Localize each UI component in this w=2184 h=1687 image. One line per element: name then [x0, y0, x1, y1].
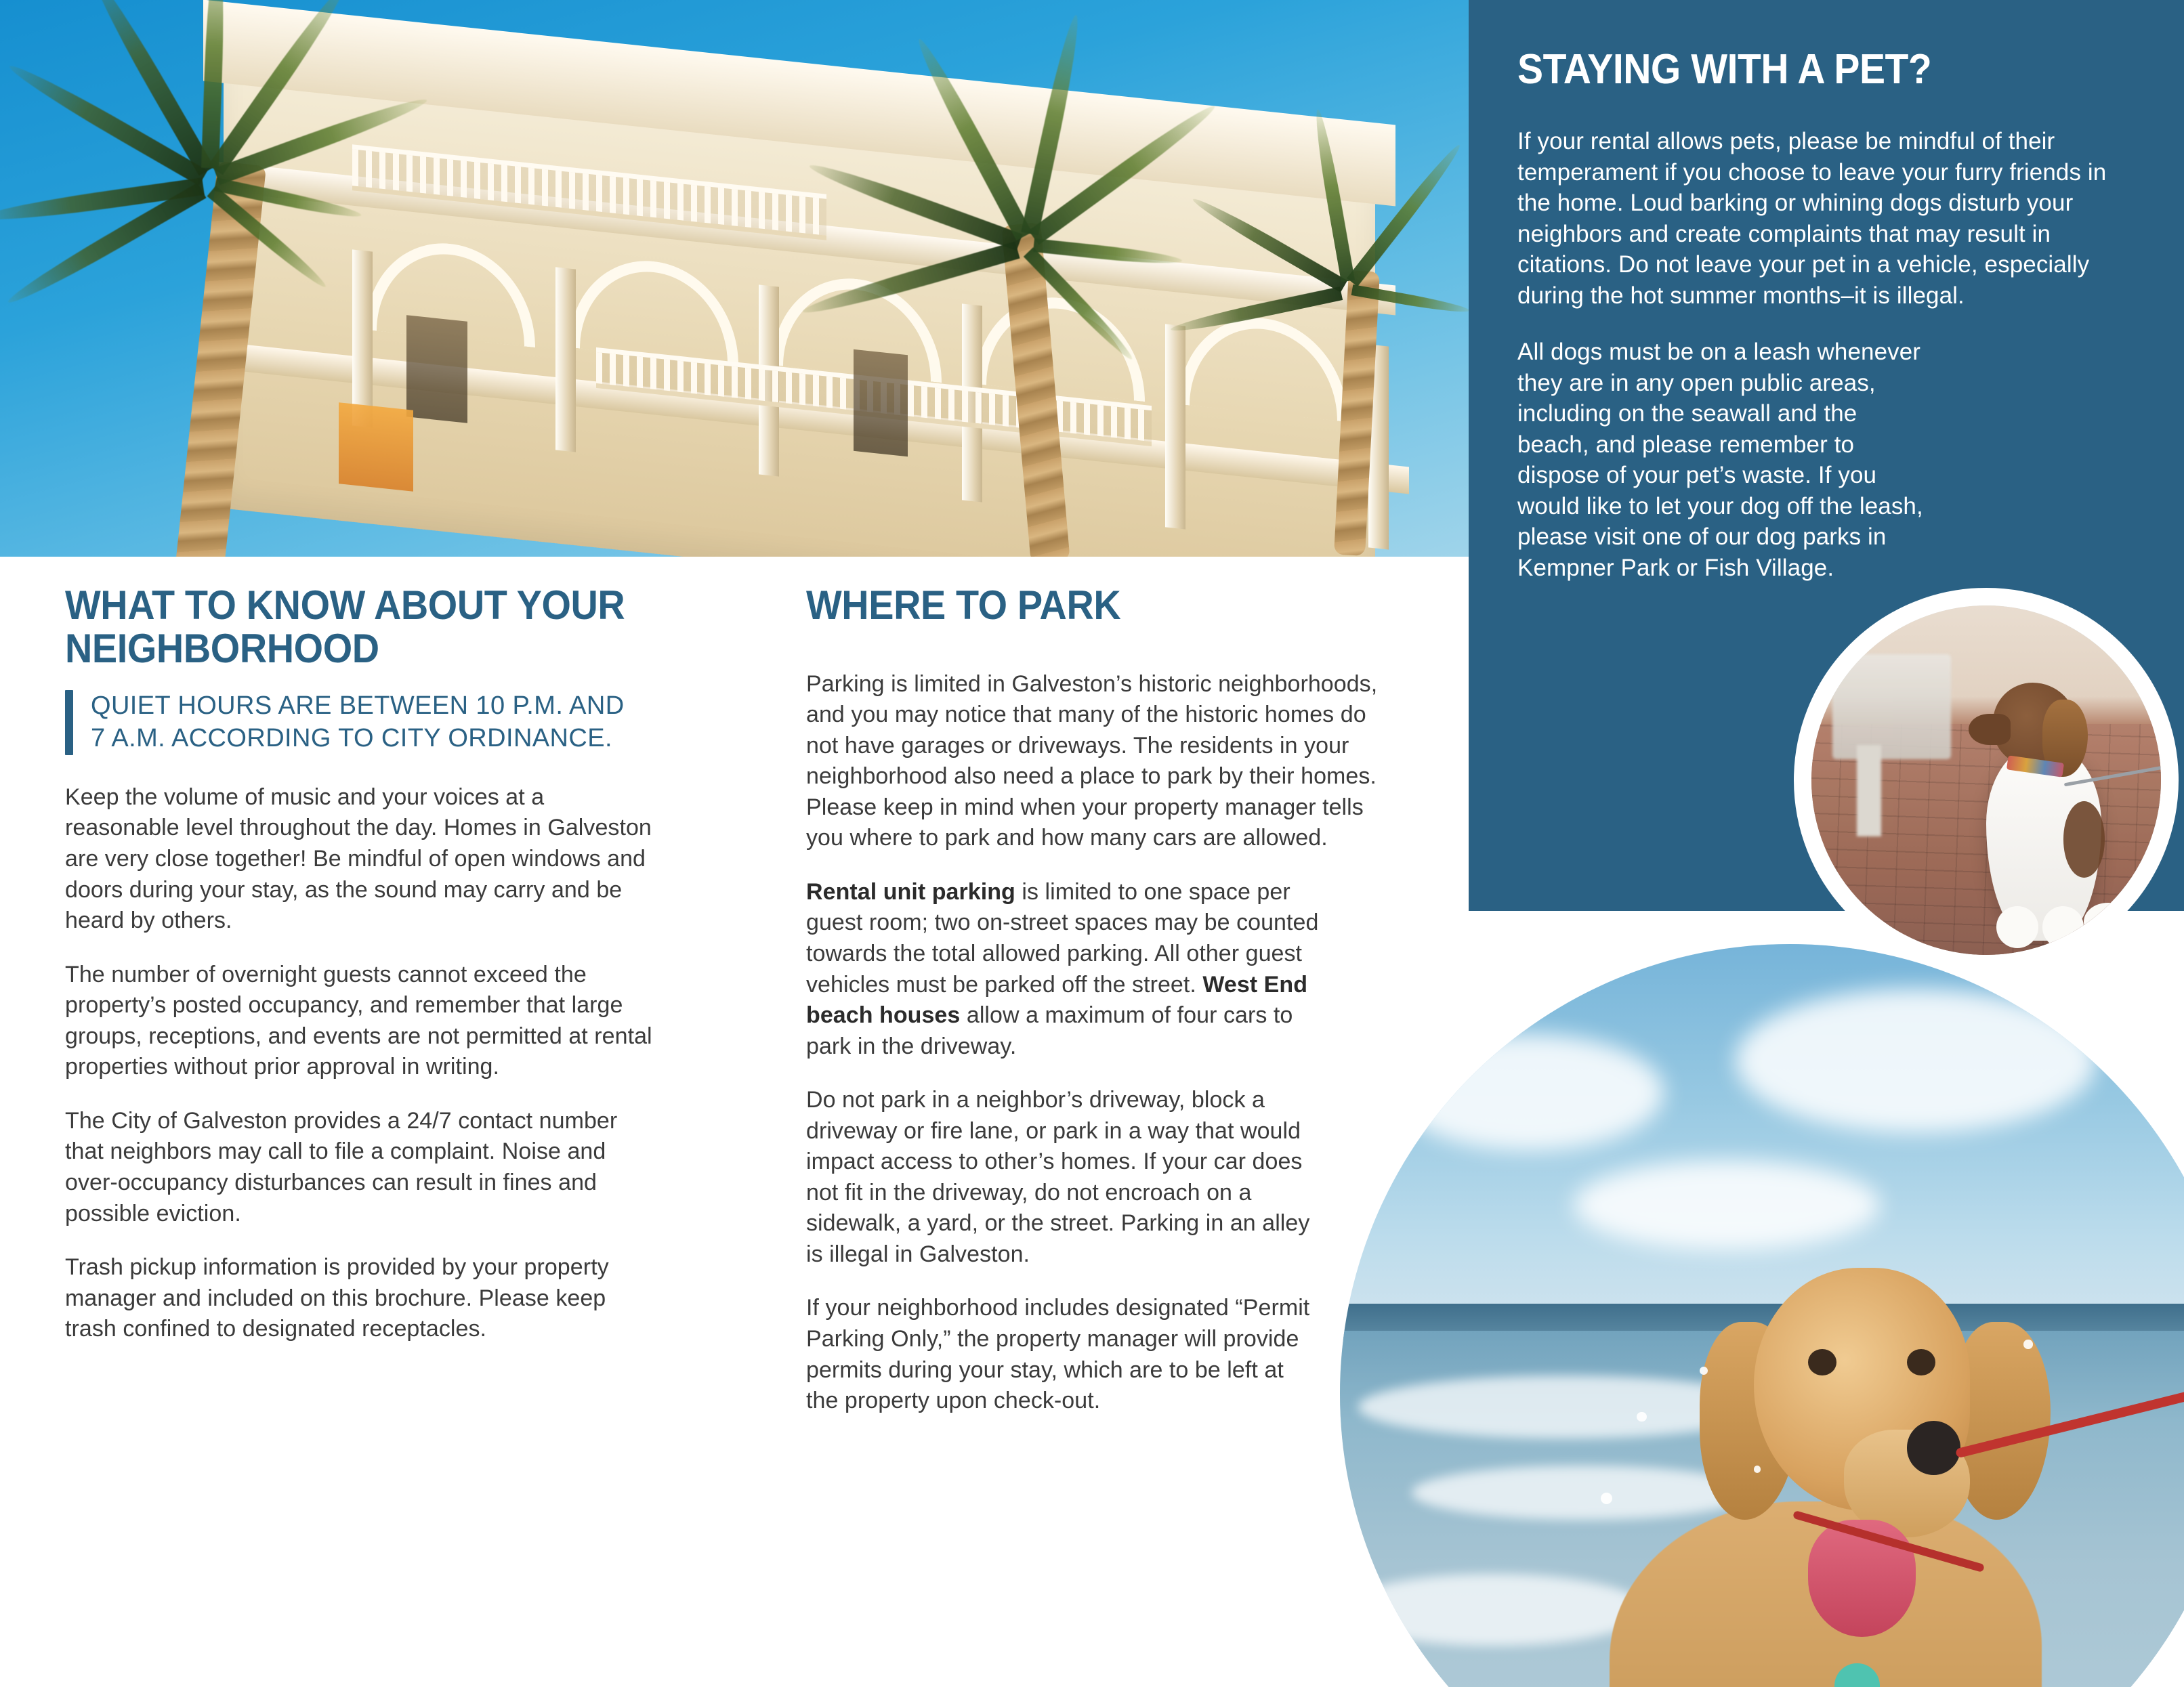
pet-paragraph-1: If your rental allows pets, please be mindful of their temperament if you choose to leave your furry friends in the home. Loud barking or whining dogs disturb your neighbors and create complaints that may result in citations. Do not leave your pet in a vehicle, especially during the hot summer months–it is illegal.: [1517, 128, 2107, 309]
rental-unit-parking-bold: Rental unit parking: [806, 878, 1015, 905]
rental-unit-parking-text-1: is limited to one space per guest room; two on-street spaces may be counted towards the total allowed parking. All other guest vehicles must be parked off the street.: [806, 878, 1319, 998]
water-splash: [2023, 1340, 2032, 1348]
poodle-coat-patch: [2063, 801, 2105, 878]
house-column-1: [352, 249, 373, 427]
cloud: [1394, 1034, 1664, 1151]
pet-panel-title: STAYING WITH A PET?: [1517, 46, 1932, 93]
house-window-lit: [339, 402, 413, 492]
neighborhood-paragraph-2: The number of overnight guests cannot exceed the property’s posted occupancy, and remember that large groups, receptions, and events are not permitted at rental properties without prior approval in writing.: [65, 961, 652, 1080]
rental-unit-parking-text-2: allow a maximum of four cars to park in the driveway.: [806, 1002, 1293, 1059]
house-column-5: [1165, 324, 1185, 529]
retriever-nose: [1907, 1421, 1961, 1475]
parking-paragraph-4: If your neighborhood includes designated “Permit Parking Only,” the property manager will provide permits during your stay, which are to be left at the property upon check-out.: [806, 1295, 1310, 1414]
poodle-paw-left: [1996, 906, 2038, 948]
bench-leg: [1857, 745, 1881, 836]
retriever-eye-left: [1808, 1349, 1836, 1376]
wave-foam: [1412, 1466, 1754, 1520]
street-bench: [1832, 654, 1951, 759]
quiet-hours-callout: [65, 690, 675, 755]
parking-paragraph-1: Parking is limited in Galveston’s historic neighborhoods, and you may notice that many of the historic homes do not have garages or driveways. The residents in your neighborhood also need a place to park by their homes. Please keep in mind when your property manager tells you where to park and how many cars are allowed.: [806, 670, 1378, 851]
quiet-hours-text: QUIET HOURS ARE BETWEEN 10 P.M. AND 7 A.M. ACCORDING TO CITY ORDINANCE.: [91, 691, 625, 753]
poodle-circle-photo: [1794, 588, 2179, 973]
parking-paragraph-2: [806, 877, 1341, 1062]
house-window-2: [854, 349, 908, 456]
parking-paragraph-3: Do not park in a neighbor’s driveway, block a driveway or fire lane, or park in a way that would impact access to other’s homes. If your car does not fit in the driveway, do not encroach on a sidewalk, a yard, or the street. Parking in an alley is illegal in Galveston.: [806, 1087, 1310, 1267]
poodle-paw-rear: [2084, 903, 2133, 941]
house-window-1: [406, 315, 467, 423]
pet-paragraph-2: All dogs must be on a leash whenever they are in any open public areas, including on the seawall and the beach, and please remember to dispose of your pet’s waste. If you would like to let your dog off the leash, please visit one of our dog parks in Kempner Park or Fish Village.: [1517, 339, 1923, 581]
house-column-2: [555, 267, 576, 452]
retriever-eye-right: [1907, 1349, 1935, 1376]
neighborhood-column: [65, 584, 675, 1368]
neighborhood-paragraph-1: Keep the volume of music and your voices at a reasonable level throughout the day. Homes in Galveston are very close together! Be mindful of open windows and doors during your stay, as the sound may carry and be heard by others.: [65, 784, 652, 934]
hero-photo-galveston-house: [0, 0, 1469, 557]
water-splash: [1637, 1412, 1647, 1422]
west-end-beach-houses-bold: West End beach houses: [806, 971, 1308, 1029]
cloud: [1736, 989, 2095, 1132]
neighborhood-title: WHAT TO KNOW ABOUT YOUR NEIGHBORHOOD: [65, 582, 625, 671]
retriever-circle-photo: [1322, 926, 2184, 1687]
cloud: [1574, 1160, 1880, 1250]
wave-foam: [1340, 1574, 1646, 1646]
poodle-muzzle: [1969, 714, 2011, 745]
neighborhood-paragraph-3: The City of Galveston provides a 24/7 contact number that neighbors may call to file a complaint. Noise and over-occupancy disturbances can result in fines and possible eviction.: [65, 1107, 618, 1226]
parking-title: WHERE TO PARK: [806, 582, 1121, 628]
callout-accent-bar: [65, 690, 73, 755]
neighborhood-paragraph-4: Trash pickup information is provided by your property manager and included on this brochure. Please keep trash confined to designated receptacles.: [65, 1254, 609, 1342]
poodle-paw-right: [2042, 906, 2084, 948]
parking-column: [806, 584, 1402, 1440]
